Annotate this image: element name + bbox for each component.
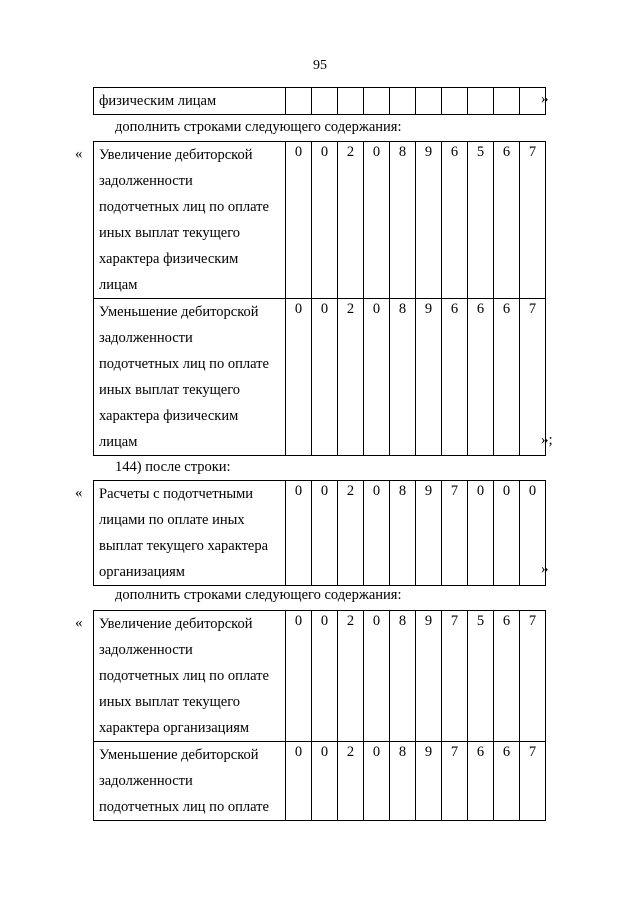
account-label-line: Увеличение дебиторской xyxy=(99,616,253,632)
code-digit-cell: 0 xyxy=(364,611,390,742)
account-label-line: иных выплат текущего xyxy=(99,694,241,710)
code-digit-cell xyxy=(286,88,312,115)
code-digit-cell xyxy=(416,88,442,115)
code-digit-cell: 2 xyxy=(338,742,364,821)
account-label-line: лицам xyxy=(99,277,138,293)
account-label-line: задолженности xyxy=(99,642,193,658)
code-digit-cell: 6 xyxy=(494,299,520,456)
table-row xyxy=(94,611,546,742)
instruction-add-rows-2: дополнить строками следующего содержания: xyxy=(115,587,402,603)
code-digit-cell: 0 xyxy=(312,142,338,299)
account-label-line: физическим лицам xyxy=(99,93,217,109)
code-digit-cell: 6 xyxy=(442,299,468,456)
code-digit-cell: 6 xyxy=(468,299,494,456)
code-digit-cell: 8 xyxy=(390,742,416,821)
code-digit-cell: 0 xyxy=(468,481,494,586)
code-digit-cell: 7 xyxy=(442,611,468,742)
code-table-3 xyxy=(93,610,546,821)
close-quote: »; xyxy=(541,432,553,448)
code-digit-cell: 7 xyxy=(520,742,546,821)
account-label-line: задолженности xyxy=(99,330,193,346)
account-label-line: Уменьшение дебиторской xyxy=(99,747,259,763)
code-digit-cell: 0 xyxy=(286,742,312,821)
code-digit-cell: 0 xyxy=(494,481,520,586)
code-digit-cell: 2 xyxy=(338,481,364,586)
account-label-line: характера организациям xyxy=(99,720,250,736)
code-digit-cell: 2 xyxy=(338,142,364,299)
code-digit-cell: 5 xyxy=(468,611,494,742)
account-label-cell xyxy=(94,481,286,586)
code-digit-cell: 2 xyxy=(338,611,364,742)
account-label-line: выплат текущего характера xyxy=(99,538,269,554)
account-label-cell xyxy=(94,88,286,115)
open-quote: « xyxy=(75,485,83,501)
code-digit-cell: 0 xyxy=(364,481,390,586)
code-digit-cell xyxy=(364,88,390,115)
account-label-cell xyxy=(94,742,286,821)
account-label-line: лицам xyxy=(99,434,138,450)
account-label-cell xyxy=(94,142,286,299)
code-digit-cell: 6 xyxy=(468,742,494,821)
account-label-line: подотчетных лиц по оплате xyxy=(99,799,269,815)
code-digit-cell xyxy=(494,88,520,115)
code-digit-cell: 2 xyxy=(338,299,364,456)
code-digit-cell: 9 xyxy=(416,299,442,456)
code-digit-cell xyxy=(338,88,364,115)
account-label-line: характера физическим xyxy=(99,408,239,424)
code-digit-cell xyxy=(442,88,468,115)
account-label-line: иных выплат текущего xyxy=(99,382,241,398)
close-quote: » xyxy=(541,561,549,577)
account-label-line: лицами по оплате иных xyxy=(99,512,245,528)
code-digit-cell: 0 xyxy=(312,611,338,742)
code-table-2 xyxy=(93,480,546,586)
code-digit-cell: 8 xyxy=(390,142,416,299)
code-digit-cell: 0 xyxy=(364,299,390,456)
code-digit-cell: 9 xyxy=(416,142,442,299)
account-label-line: характера физическим xyxy=(99,251,239,267)
code-digit-cell: 0 xyxy=(312,299,338,456)
code-digit-cell: 0 xyxy=(520,481,546,586)
table-row xyxy=(94,88,546,115)
code-digit-cell: 7 xyxy=(520,299,546,456)
code-digit-cell: 0 xyxy=(286,299,312,456)
top-code-table xyxy=(93,87,546,115)
code-digit-cell xyxy=(390,88,416,115)
code-table-1 xyxy=(93,141,546,456)
account-label-line: Увеличение дебиторской xyxy=(99,147,253,163)
account-label-line: задолженности xyxy=(99,173,193,189)
account-label-cell xyxy=(94,299,286,456)
code-digit-cell: 6 xyxy=(494,742,520,821)
account-label-line: подотчетных лиц по оплате xyxy=(99,668,269,684)
account-label-line: организациям xyxy=(99,564,185,580)
instruction-after-row: 144) после строки: xyxy=(115,459,231,475)
code-digit-cell: 8 xyxy=(390,481,416,586)
account-label-cell xyxy=(94,611,286,742)
code-digit-cell xyxy=(312,88,338,115)
open-quote: « xyxy=(75,615,83,631)
table-row xyxy=(94,299,546,456)
code-digit-cell: 9 xyxy=(416,481,442,586)
instruction-add-rows-1: дополнить строками следующего содержания: xyxy=(115,119,402,135)
code-digit-cell: 7 xyxy=(442,742,468,821)
table-row xyxy=(94,481,546,586)
code-digit-cell: 8 xyxy=(390,611,416,742)
account-label-line: иных выплат текущего xyxy=(99,225,241,241)
code-digit-cell: 0 xyxy=(286,611,312,742)
code-digit-cell: 6 xyxy=(442,142,468,299)
code-digit-cell: 7 xyxy=(520,611,546,742)
table-row xyxy=(94,142,546,299)
code-digit-cell: 0 xyxy=(312,742,338,821)
code-digit-cell: 7 xyxy=(520,142,546,299)
open-quote: « xyxy=(75,146,83,162)
account-label-line: подотчетных лиц по оплате xyxy=(99,356,269,372)
account-label-line: Расчеты с подотчетными xyxy=(99,486,254,502)
code-digit-cell: 6 xyxy=(494,611,520,742)
code-digit-cell: 0 xyxy=(364,742,390,821)
code-digit-cell: 6 xyxy=(494,142,520,299)
account-label-line: задолженности xyxy=(99,773,193,789)
code-digit-cell: 9 xyxy=(416,742,442,821)
account-label-line: Уменьшение дебиторской xyxy=(99,304,259,320)
code-digit-cell: 7 xyxy=(442,481,468,586)
code-digit-cell: 8 xyxy=(390,299,416,456)
code-digit-cell: 0 xyxy=(286,481,312,586)
code-digit-cell: 0 xyxy=(312,481,338,586)
code-digit-cell: 0 xyxy=(286,142,312,299)
account-label-line: подотчетных лиц по оплате xyxy=(99,199,269,215)
code-digit-cell: 5 xyxy=(468,142,494,299)
close-quote: » xyxy=(541,91,549,107)
code-digit-cell: 0 xyxy=(364,142,390,299)
code-digit-cell: 9 xyxy=(416,611,442,742)
table-row xyxy=(94,742,546,821)
code-digit-cell xyxy=(468,88,494,115)
page-number: 95 xyxy=(313,58,327,73)
